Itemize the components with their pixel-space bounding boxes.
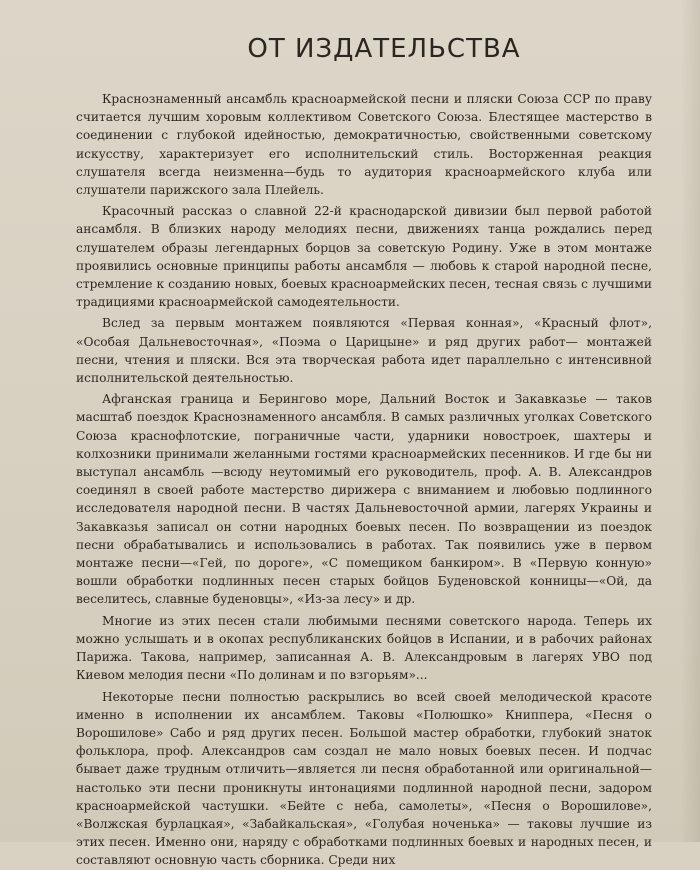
paragraph-1: Краснознаменный ансамбль красноармейской песни и пляски Союза ССР по праву считается лучшим хоровым коллективом Советского Союза. Блестящее мастерство в соединении с глубокой идейностью, демократичностью, свойственными советскому искусству, характеризует его исполнительский стиль. Восторженная реакция слушателя всегда неизменна—будь то аудитория красноармейского клуба или слушатели парижского зала Плейель. <box>76 92 652 198</box>
paragraph-5: Многие из этих песен стали любимыми песнями советского народа. Теперь их можно услышать и в окопах республиканских бойцов в Испании, и в рабочих районах Парижа. Такова, например, записанная А. В. Александровым в лагерях УВО под Киевом мелодия песни «По долинам и по взгорьям»... <box>76 613 652 683</box>
paragraph-3: Вслед за первым монтажем появляются «Первая конная», «Красный флот», «Особая Дальневосточная», «Поэма о Царицыне» и ряд других работ— монтажей песни, чтения и пляски. Вся эта творческая работа идет параллельно с интенсивной исполнительской деятельностью. <box>76 316 652 386</box>
page-title: ОТ ИЗДАТЕЛЬСТВА <box>247 34 521 64</box>
paragraph-6: Некоторые песни полностью раскрылись во всей своей мелодической красоте именно в исполнении их ансамблем. Таковы «Полюшко» Книппера, «Песня о Ворошилове» Сабо и ряд других песен. Большой мастер обработки, глубокий знаток фольклора, проф. Александров сам создал не мало новых боевых песен. И подчас бывает даже трудным отличить—является ли песня обработанной или оригинальной—настолько эти песни проникнуты интонациями подлинной народной песни, задором красноармейской частушки. «Бейте с неба, самолеты», «Песня о Ворошилове», «Волжская бурлацкая», «Забайкальская», «Голубая ноченька» — таковы лучшие из этих песен. Именно они, наряду с обработками подлинных боевых и народных песен, и составляют основную часть сборника. Среди них <box>76 689 652 868</box>
paragraph-4: Афганская граница и Берингово море, Дальний Восток и Закавказье — таков масштаб поездок Краснознаменного ансамбля. В самых различных уголках Советского Союза краснофлотские, пограничные части, ударники новостроек, шахтеры и колхозники принимали желанными гостями красноармейских песенников. И где бы ни выступал ансамбль —всюду неутомимый его руководитель, проф. А. В. Александров соединял в своей работе мастерство дирижера с вниманием и любовью подлинного исследователя народной песни. В частях Дальневосточной армии, лагерях Украины и Закавказья записал он сотни народных боевых песен. По возвращении из поездок песни обрабатывались и использовались в работах. Так появились уже в первом монтаже песни—«Гей, по дороге», «С помещиком банкиром». В «Первую конную» вошли обработки подлинных песен старых бойцов Буденовской конницы—«Ой, да веселитесь, славные буденовцы», «Из-за лесу» и др. <box>76 392 652 607</box>
page-edge-shadow <box>680 0 700 842</box>
paragraph-2: Красочный рассказ о славной 22-й краснодарской дивизии был первой работой ансамбля. В близких народу мелодиях песни, движениях танца рождались перед слушателем образы легендарных борцов за советскую Родину. Уже в этом монтаже проявились основные принципы работы ансамбля — любовь к старой народной песне, стремление к созданию новых, боевых красноармейских песен, тесная связь с лучшими традициями красноармейской самодеятельности. <box>76 204 652 310</box>
